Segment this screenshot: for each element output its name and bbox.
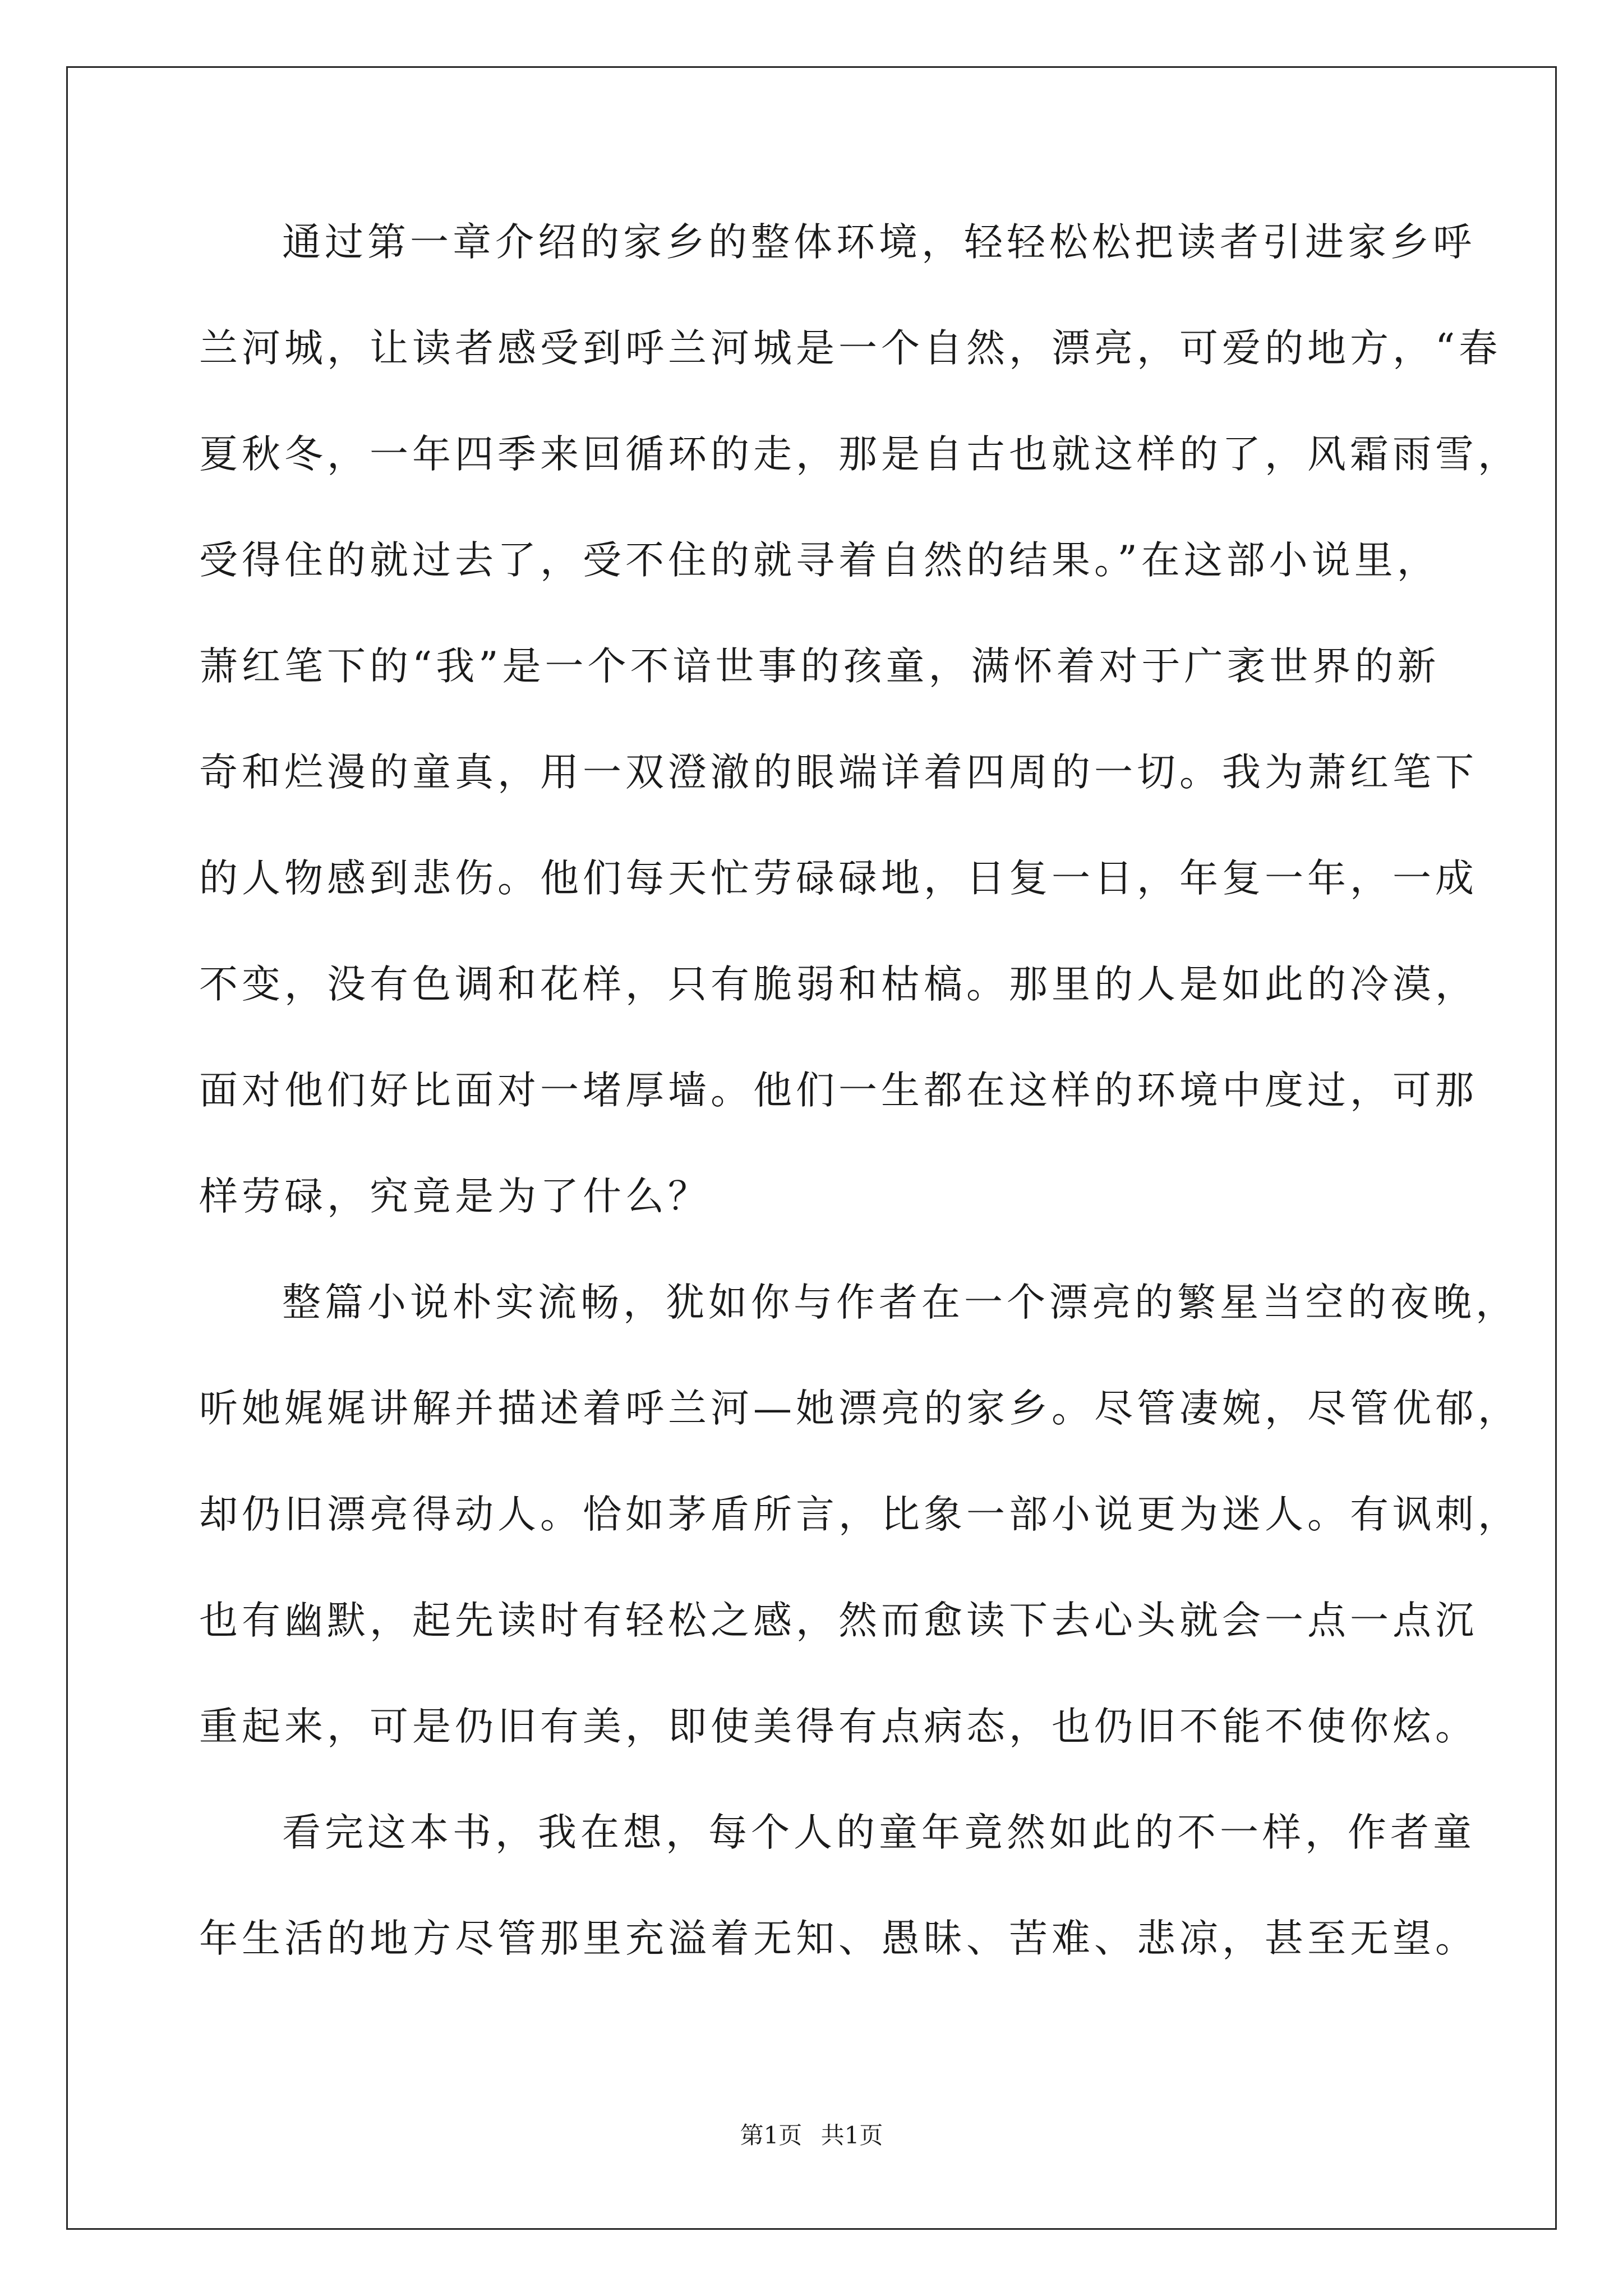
text-line: 听她娓娓讲解并描述着呼兰河—她漂亮的家乡。尽管凄婉，尽管优郁，: [199, 1386, 1520, 1431]
text-line: 不变，没有色调和花样，只有脆弱和枯槁。那里的人是如此的冷漠，: [199, 962, 1478, 1007]
text-line: 面对他们好比面对一堵厚墙。他们一生都在这样的环境中度过，可那: [199, 1068, 1478, 1113]
text-line: 也有幽默，起先读时有轻松之感，然而愈读下去心头就会一点一点沉: [199, 1598, 1478, 1643]
text-line: 年生活的地方尽管那里充溢着无知、愚昧、苦难、悲凉，甚至无望。: [199, 1916, 1478, 1961]
text-line: 受得住的就过去了，受不住的就寻着自然的结果。”在这部小说里，: [199, 538, 1440, 583]
text-line: 萧红笔下的“我”是一个不谙世事的孩童，满怀着对于广袤世界的新: [199, 644, 1440, 689]
page-total: 共1页: [820, 2122, 883, 2149]
text-line: 的人物感到悲伤。他们每天忙劳碌碌地，日复一日，年复一年，一成: [199, 856, 1478, 901]
text-line: 看完这本书，我在想，每个人的童年竟然如此的不一样，作者童: [282, 1810, 1476, 1855]
page-number: 第1页: [740, 2122, 803, 2149]
text-line: 重起来，可是仍旧有美，即使美得有点病态，也仍旧不能不使你炫。: [199, 1704, 1478, 1749]
page-footer: [0, 2122, 1623, 2150]
text-line: 样劳碌，究竟是为了什么？: [199, 1174, 711, 1219]
text-line: 却仍旧漂亮得动人。恰如茅盾所言，比象一部小说更为迷人。有讽刺，: [199, 1492, 1520, 1537]
document-body: [199, 214, 1520, 2017]
text-line: 奇和烂漫的童真，用一双澄澈的眼端详着四周的一切。我为萧红笔下: [199, 750, 1478, 795]
text-line: 夏秋冬，一年四季来回循环的走，那是自古也就这样的了，风霜雨雪，: [199, 432, 1520, 477]
text-line: 整篇小说朴实流畅，犹如你与作者在一个漂亮的繁星当空的夜晚，: [282, 1280, 1518, 1325]
text-line: 兰河城，让读者感受到呼兰河城是一个自然，漂亮，可爱的地方，“春: [199, 326, 1502, 371]
text-line: 通过第一章介绍的家乡的整体环境，轻轻松松把读者引进家乡呼: [282, 220, 1476, 265]
